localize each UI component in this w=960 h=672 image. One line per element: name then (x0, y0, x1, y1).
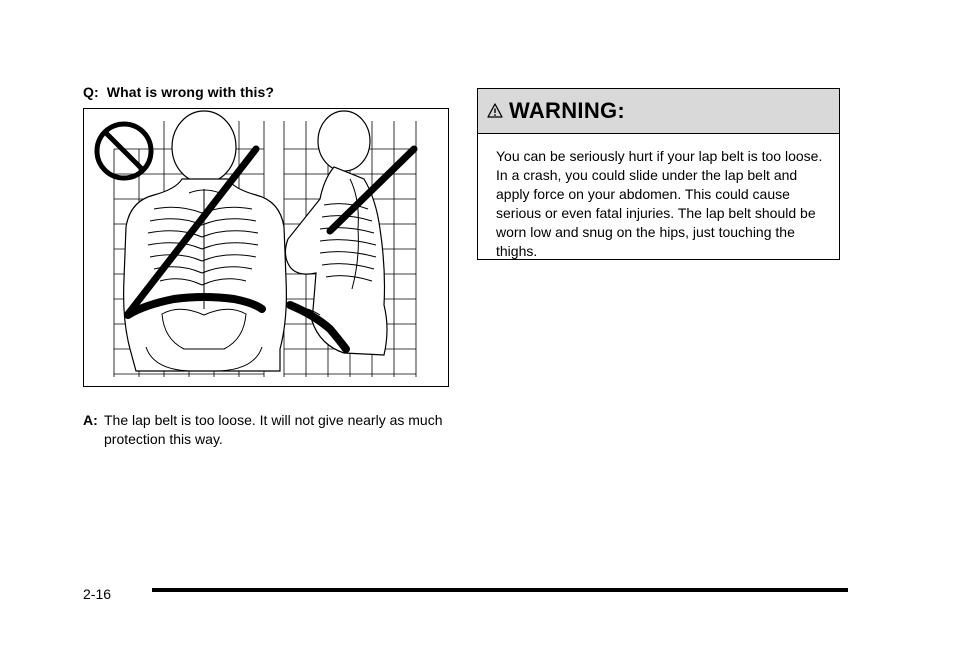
rear-view-figure (124, 111, 287, 371)
question-line (83, 84, 274, 100)
answer-text: The lap belt is too loose. It will not give nearly as much protection this way. (104, 412, 443, 447)
skeleton-belt-drawing (84, 109, 447, 385)
warning-title: WARNING: (509, 98, 626, 123)
answer-block (83, 411, 453, 449)
seatbelt-illustration (83, 108, 449, 387)
question-prefix: Q: (83, 84, 99, 100)
warning-box (477, 88, 840, 260)
page-number: 2-16 (83, 586, 112, 602)
footer-rule (152, 588, 848, 592)
warning-header (478, 89, 839, 134)
prohibited-sign-icon (97, 124, 151, 178)
question-text: What is wrong with this? (106, 84, 275, 100)
answer-prefix: A: (83, 412, 98, 428)
warning-triangle-icon (487, 103, 503, 119)
warning-body: You can be seriously hurt if your lap belt is too loose. In a crash, you could slide under the lap belt and apply force on your abdomen. This could cause serious or even fatal injuries. The lap belt should be worn low and snug on the hips, just touching the thighs. (496, 148, 823, 259)
